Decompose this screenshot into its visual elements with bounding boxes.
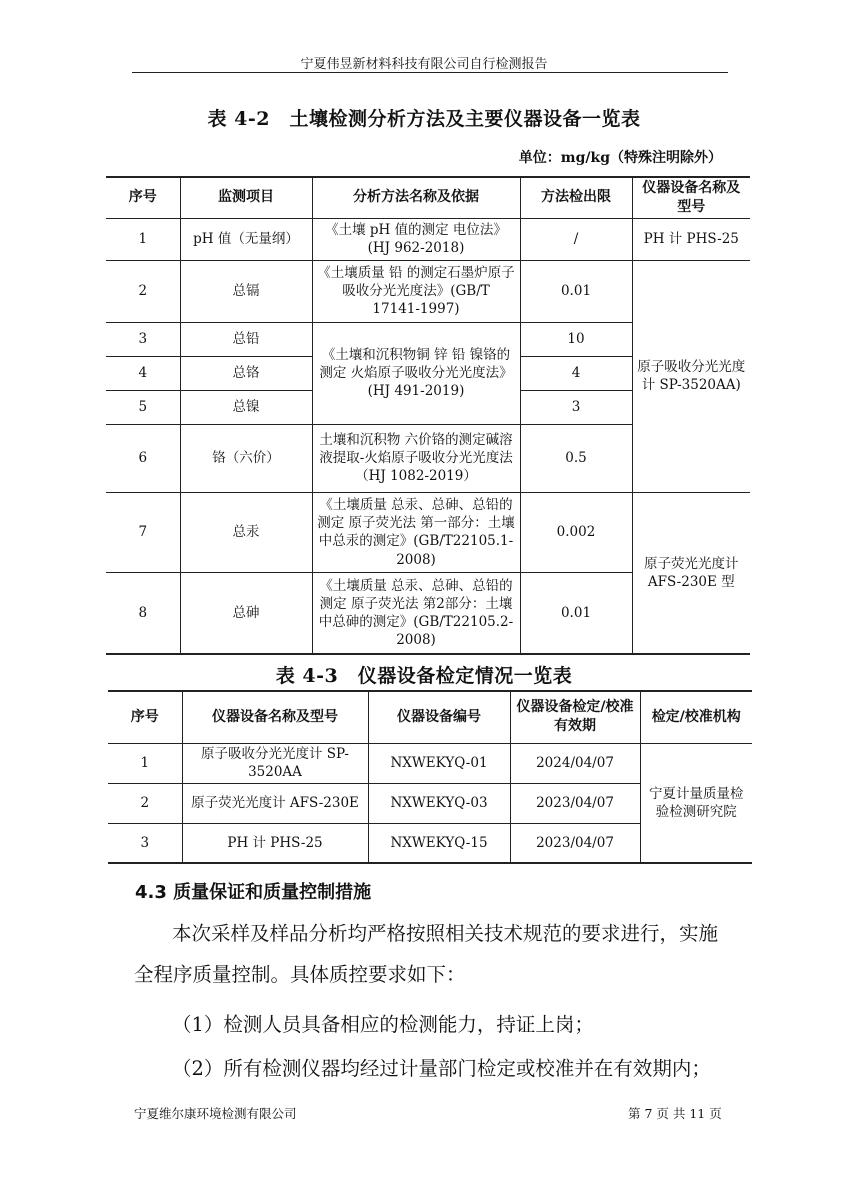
row-no: 8 — [106, 572, 180, 654]
paragraph-line: 本次采样及样品分析均严格按照相关技术规范的要求进行，实施 — [172, 922, 719, 945]
row-item: 铬（六价） — [180, 424, 312, 492]
table-row — [108, 743, 752, 783]
row-item: 总铬 — [180, 356, 312, 390]
col-header-valid: 仪器设备检定/校准有效期 — [510, 691, 640, 743]
row-item: 总汞 — [180, 492, 312, 572]
col-header-method: 分析方法名称及依据 — [312, 177, 520, 218]
table-row — [106, 492, 750, 572]
row-method: 《土壤质量 铅 的测定石墨炉原子吸收分光光度法》(GB/T 17141-1997) — [312, 260, 520, 322]
page-header: 宁夏伟昱新材料科技有限公司自行检测报告 — [300, 57, 548, 72]
row-no: 4 — [106, 356, 180, 390]
merged-method-heavy-metals: 《土壤和沉积物铜 锌 铅 镍铬的测定 火焰原子吸收分光光度法》(HJ 491-2019) — [312, 322, 520, 424]
row-no: 7 — [106, 492, 180, 572]
col-header-name: 仪器设备名称及型号 — [182, 691, 368, 743]
row-method: 《土壤质量 总汞、总砷、总铅的测定 原子荧光法 第2部分：土壤中总砷的测定》(GB/T22105.2-2008) — [312, 572, 520, 654]
header-rule — [132, 72, 728, 73]
table-row — [106, 260, 750, 322]
row-limit: / — [520, 218, 632, 260]
row-no: 6 — [106, 424, 180, 492]
row-valid: 2024/04/07 — [510, 743, 640, 783]
row-no: 1 — [108, 743, 182, 783]
row-item: 总镉 — [180, 260, 312, 322]
row-limit: 4 — [520, 356, 632, 390]
row-code: NXWEKYQ-03 — [368, 783, 510, 823]
row-instrument: PH 计 PHS-25 — [632, 218, 750, 260]
row-no: 5 — [106, 390, 180, 424]
row-no: 3 — [106, 322, 180, 356]
row-item: pH 值（无量纲） — [180, 218, 312, 260]
row-limit: 0.002 — [520, 492, 632, 572]
table-4-3-caption: 表 4-3 仪器设备检定情况一览表 — [275, 665, 573, 687]
col-header-code: 仪器设备编号 — [368, 691, 510, 743]
row-no: 2 — [106, 260, 180, 322]
row-method: 《土壤 pH 值的测定 电位法》(HJ 962-2018) — [312, 218, 520, 260]
row-method: 土壤和沉积物 六价铬的测定碱溶液提取-火焰原子吸收分光光度法（HJ 1082-2019） — [312, 424, 520, 492]
row-item: 总铅 — [180, 322, 312, 356]
row-method: 《土壤质量 总汞、总砷、总铅的测定 原子荧光法 第一部分：土壤中总汞的测定》(GB/T22105.1-2008) — [312, 492, 520, 572]
footer-company: 宁夏维尔康环境检测有限公司 — [134, 1106, 297, 1121]
row-limit: 10 — [520, 322, 632, 356]
row-item: 总砷 — [180, 572, 312, 654]
row-limit: 0.01 — [520, 572, 632, 654]
row-no: 2 — [108, 783, 182, 823]
table-row — [106, 218, 750, 260]
instrument-afs: 原子荧光光度计AFS-230E 型 — [632, 492, 750, 654]
col-header-instrument: 仪器设备名称及型号 — [632, 177, 750, 218]
col-header-no: 序号 — [108, 691, 182, 743]
row-code: NXWEKYQ-01 — [368, 743, 510, 783]
row-name: 原子荧光光度计 AFS-230E — [182, 783, 368, 823]
table-4-3 — [108, 690, 752, 864]
table-4-2 — [106, 176, 750, 655]
row-no: 1 — [106, 218, 180, 260]
unit-note: 单位：mg/kg（特殊注明除外） — [518, 150, 722, 166]
col-header-limit: 方法检出限 — [520, 177, 632, 218]
col-header-item: 监测项目 — [180, 177, 312, 218]
row-limit: 0.5 — [520, 424, 632, 492]
footer-page-number: 第 7 页 共 11 页 — [628, 1106, 722, 1121]
col-header-agency: 检定/校准机构 — [640, 691, 752, 743]
list-item: （2）所有检测仪器均经过计量部门检定或校准并在有效期内； — [172, 1057, 711, 1080]
row-valid: 2023/04/07 — [510, 783, 640, 823]
row-code: NXWEKYQ-15 — [368, 823, 510, 863]
row-valid: 2023/04/07 — [510, 823, 640, 863]
row-no: 3 — [108, 823, 182, 863]
row-item: 总镍 — [180, 390, 312, 424]
calibration-agency: 宁夏计量质量检验检测研究院 — [640, 743, 752, 863]
col-header-no: 序号 — [106, 177, 180, 218]
list-item: （1）检测人员具备相应的检测能力，持证上岗； — [172, 1013, 594, 1036]
section-heading: 4.3 质量保证和质量控制措施 — [135, 882, 372, 903]
paragraph-line: 全程序质量控制。具体质控要求如下： — [134, 963, 466, 986]
row-name: PH 计 PHS-25 — [182, 823, 368, 863]
table-4-2-caption: 表 4-2 土壤检测分析方法及主要仪器设备一览表 — [207, 108, 641, 130]
row-limit: 3 — [520, 390, 632, 424]
row-limit: 0.01 — [520, 260, 632, 322]
row-name: 原子吸收分光光度计 SP-3520AA — [182, 743, 368, 783]
instrument-aas: 原子吸收分光光度计 SP-3520AA) — [632, 260, 750, 492]
